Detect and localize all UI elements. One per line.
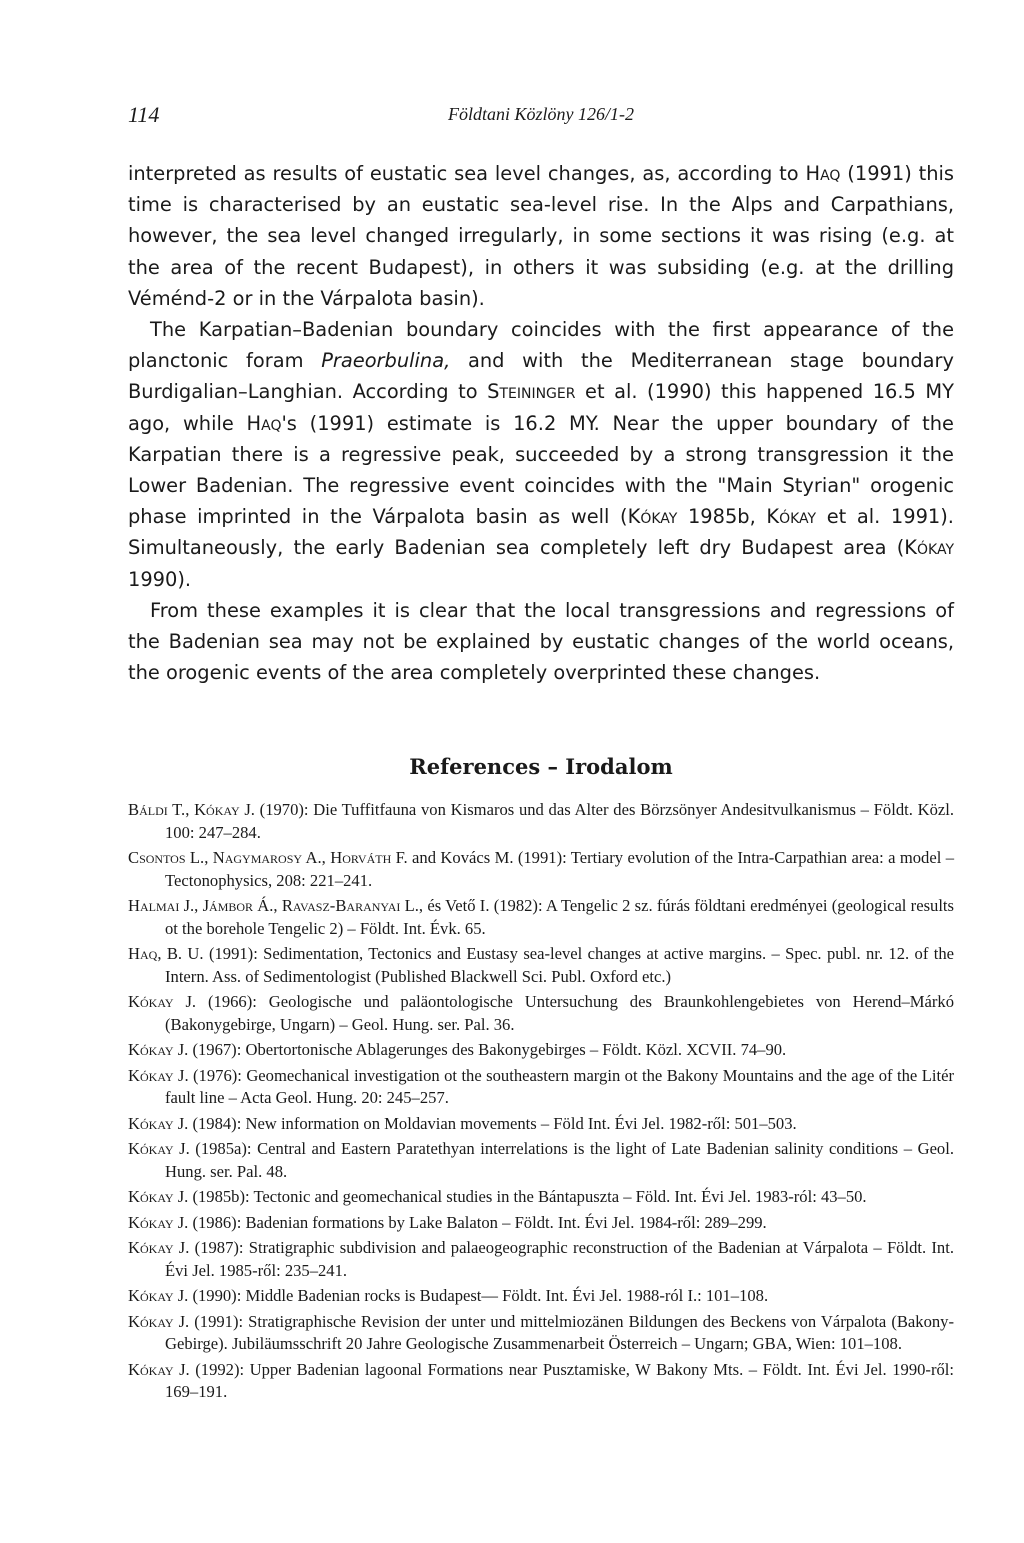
author-haq: Haq [805, 162, 841, 185]
reference-item: Halmai J., Jámbor Á., Ravasz-Baranyai L., és Vető I. (1982): A Tengelic 2 sz. fúrás földtani eredményei (geological results ot the borehole Tengelic 2) – Földt. Int. Évk. 65. [128, 896, 954, 938]
paragraph-1: interpreted as results of eustatic sea level changes, as, according to Haq (1991) this time is characterised by an eustatic sea-level rise. In the Alps and Carpathians, however, the sea level changed irregularly, in some sections it was rising (e.g. at the area of the recent Budapest), in others it was subsiding (e.g. at the drilling Véménd-2 or in the Várpalota basin). [128, 162, 954, 310]
reference-item: Kókay J. (1986): Badenian formations by Lake Balaton – Földt. Int. Évi Jel. 1984-ről: 289–299. [128, 1212, 767, 1232]
author-kokay: Kókay [766, 505, 817, 529]
author-haq: Haq [246, 411, 282, 435]
author-kokay: Kókay [627, 505, 678, 529]
reference-list [128, 799, 954, 1404]
paragraph-3: From these examples it is clear that the local transgressions and regressions of the Badenian sea may not be explained by eustatic changes of the world oceans, the orogenic events of the area completely overprinted these changes. [128, 598, 954, 685]
reference-item: Kókay J. (1992): Upper Badenian lagoonal Formations near Pusztamiske, W Bakony Mts. – Földt. Int. Évi Jel. 1990-ről: 169–191. [128, 1359, 954, 1402]
reference-item: Kókay J. (1987): Stratigraphic subdivision and palaeogeographic reconstruction of the Badenian at Várpalota – Földt. Int. Évi Jel. 1985-ről: 235–241. [128, 1238, 954, 1280]
paragraph-2: The Karpatian–Badenian boundary coincides with the first appearance of the planctonic foram Praeorbulina, and with the Mediterranean stage boundary Burdigalian–Langhian. According to Steininger et al. (1990) this happened 16.5 MY ago, while Haq's (1991) estimate is 16.2 MY. Near the upper boundary of the Karpatian there is a regressive peak, succeeded by a strong transgression it the Lower Badenian. The regressive event coincides with the "Main Styrian" orogenic phase imprinted in the Várpalota basin as well (Kókay 1985b, Kókay et al. 1991). Simultaneously, the early Badenian sea completely left dry Budapest area (Kókay 1990). [128, 318, 955, 591]
reference-item: Kókay J. (1967): Obertortonische Ablagerunges des Bakonygebirges – Földt. Közl. XCVII. 74–90. [128, 1040, 787, 1060]
reference-item: Kókay J. (1976): Geomechanical investigation ot the southeastern margin ot the Bakony Mountains and the age of the Litér fault line – Acta Geol. Hung. 20: 245–257. [128, 1065, 954, 1108]
page [128, 100, 954, 1407]
journal-title: Földtani Közlöny 126/1-2 [448, 104, 634, 124]
reference-item: Kókay J. (1990): Middle Badenian rocks is Budapest— Földt. Int. Évi Jel. 1988-ról I.: 101–108. [128, 1286, 769, 1306]
body-text [128, 158, 954, 688]
genus-name: Praeorbulina, [321, 349, 451, 373]
running-head [128, 100, 954, 140]
reference-item: Kókay J. (1984): New information on Moldavian movements – Föld Int. Évi Jel. 1982-ről: 501–503. [128, 1113, 797, 1133]
reference-item: Kókay J. (1966): Geologische und paläontologische Untersuchung des Braunkohlengebietes von Herend–Márkó (Bakonygebirge, Ungarn) – Geol. Hung. ser. Pal. 36. [128, 992, 954, 1034]
reference-item: Kókay J. (1985a): Central and Eastern Paratethyan interrelations is the light of Late Badenian salinity conditions – Geol. Hung. ser. Pal. 48. [128, 1139, 954, 1181]
reference-item: Haq, B. U. (1991): Sedimentation, Tectonics and Eustasy sea-level changes at active margins. – Spec. publ. nr. 12. of the Intern. Ass. of Sedimentologist (Published Blackwell Sci. Publ. Oxford etc.) [128, 944, 954, 986]
page-number: 114 [128, 102, 160, 127]
author-steininger: Steininger [487, 380, 576, 404]
reference-item: Báldi T., Kókay J. (1970): Die Tuffitfauna von Kismaros und das Alter des Börzsönyer Andesitvulkanismus – Földt. Közl. 100: 247–284. [128, 800, 955, 842]
reference-item: Kókay J. (1991): Stratigraphische Revision der unter und mittelmiozänen Bildungen des Beckens von Várpalota (Bakony-Gebirge). Jubiläumsschrift 20 Jahre Geologische Zusammenarbeit Österreich – Ungarn; GBA, Wien: 101–108. [128, 1311, 954, 1354]
references-heading: References – Irodalom [409, 754, 673, 780]
reference-item: Kókay J. (1985b): Tectonic and geomechanical studies in the Bántapuszta – Föld. Int. Évi Jel. 1983-ról: 43–50. [128, 1187, 867, 1207]
reference-item: Csontos L., Nagymarosy A., Horváth F. and Kovács M. (1991): Tertiary evolution of the Intra-Carpathian area: a model – Tectonophysics, 208: 221–241. [128, 848, 954, 890]
author-kokay: Kókay [904, 536, 954, 560]
